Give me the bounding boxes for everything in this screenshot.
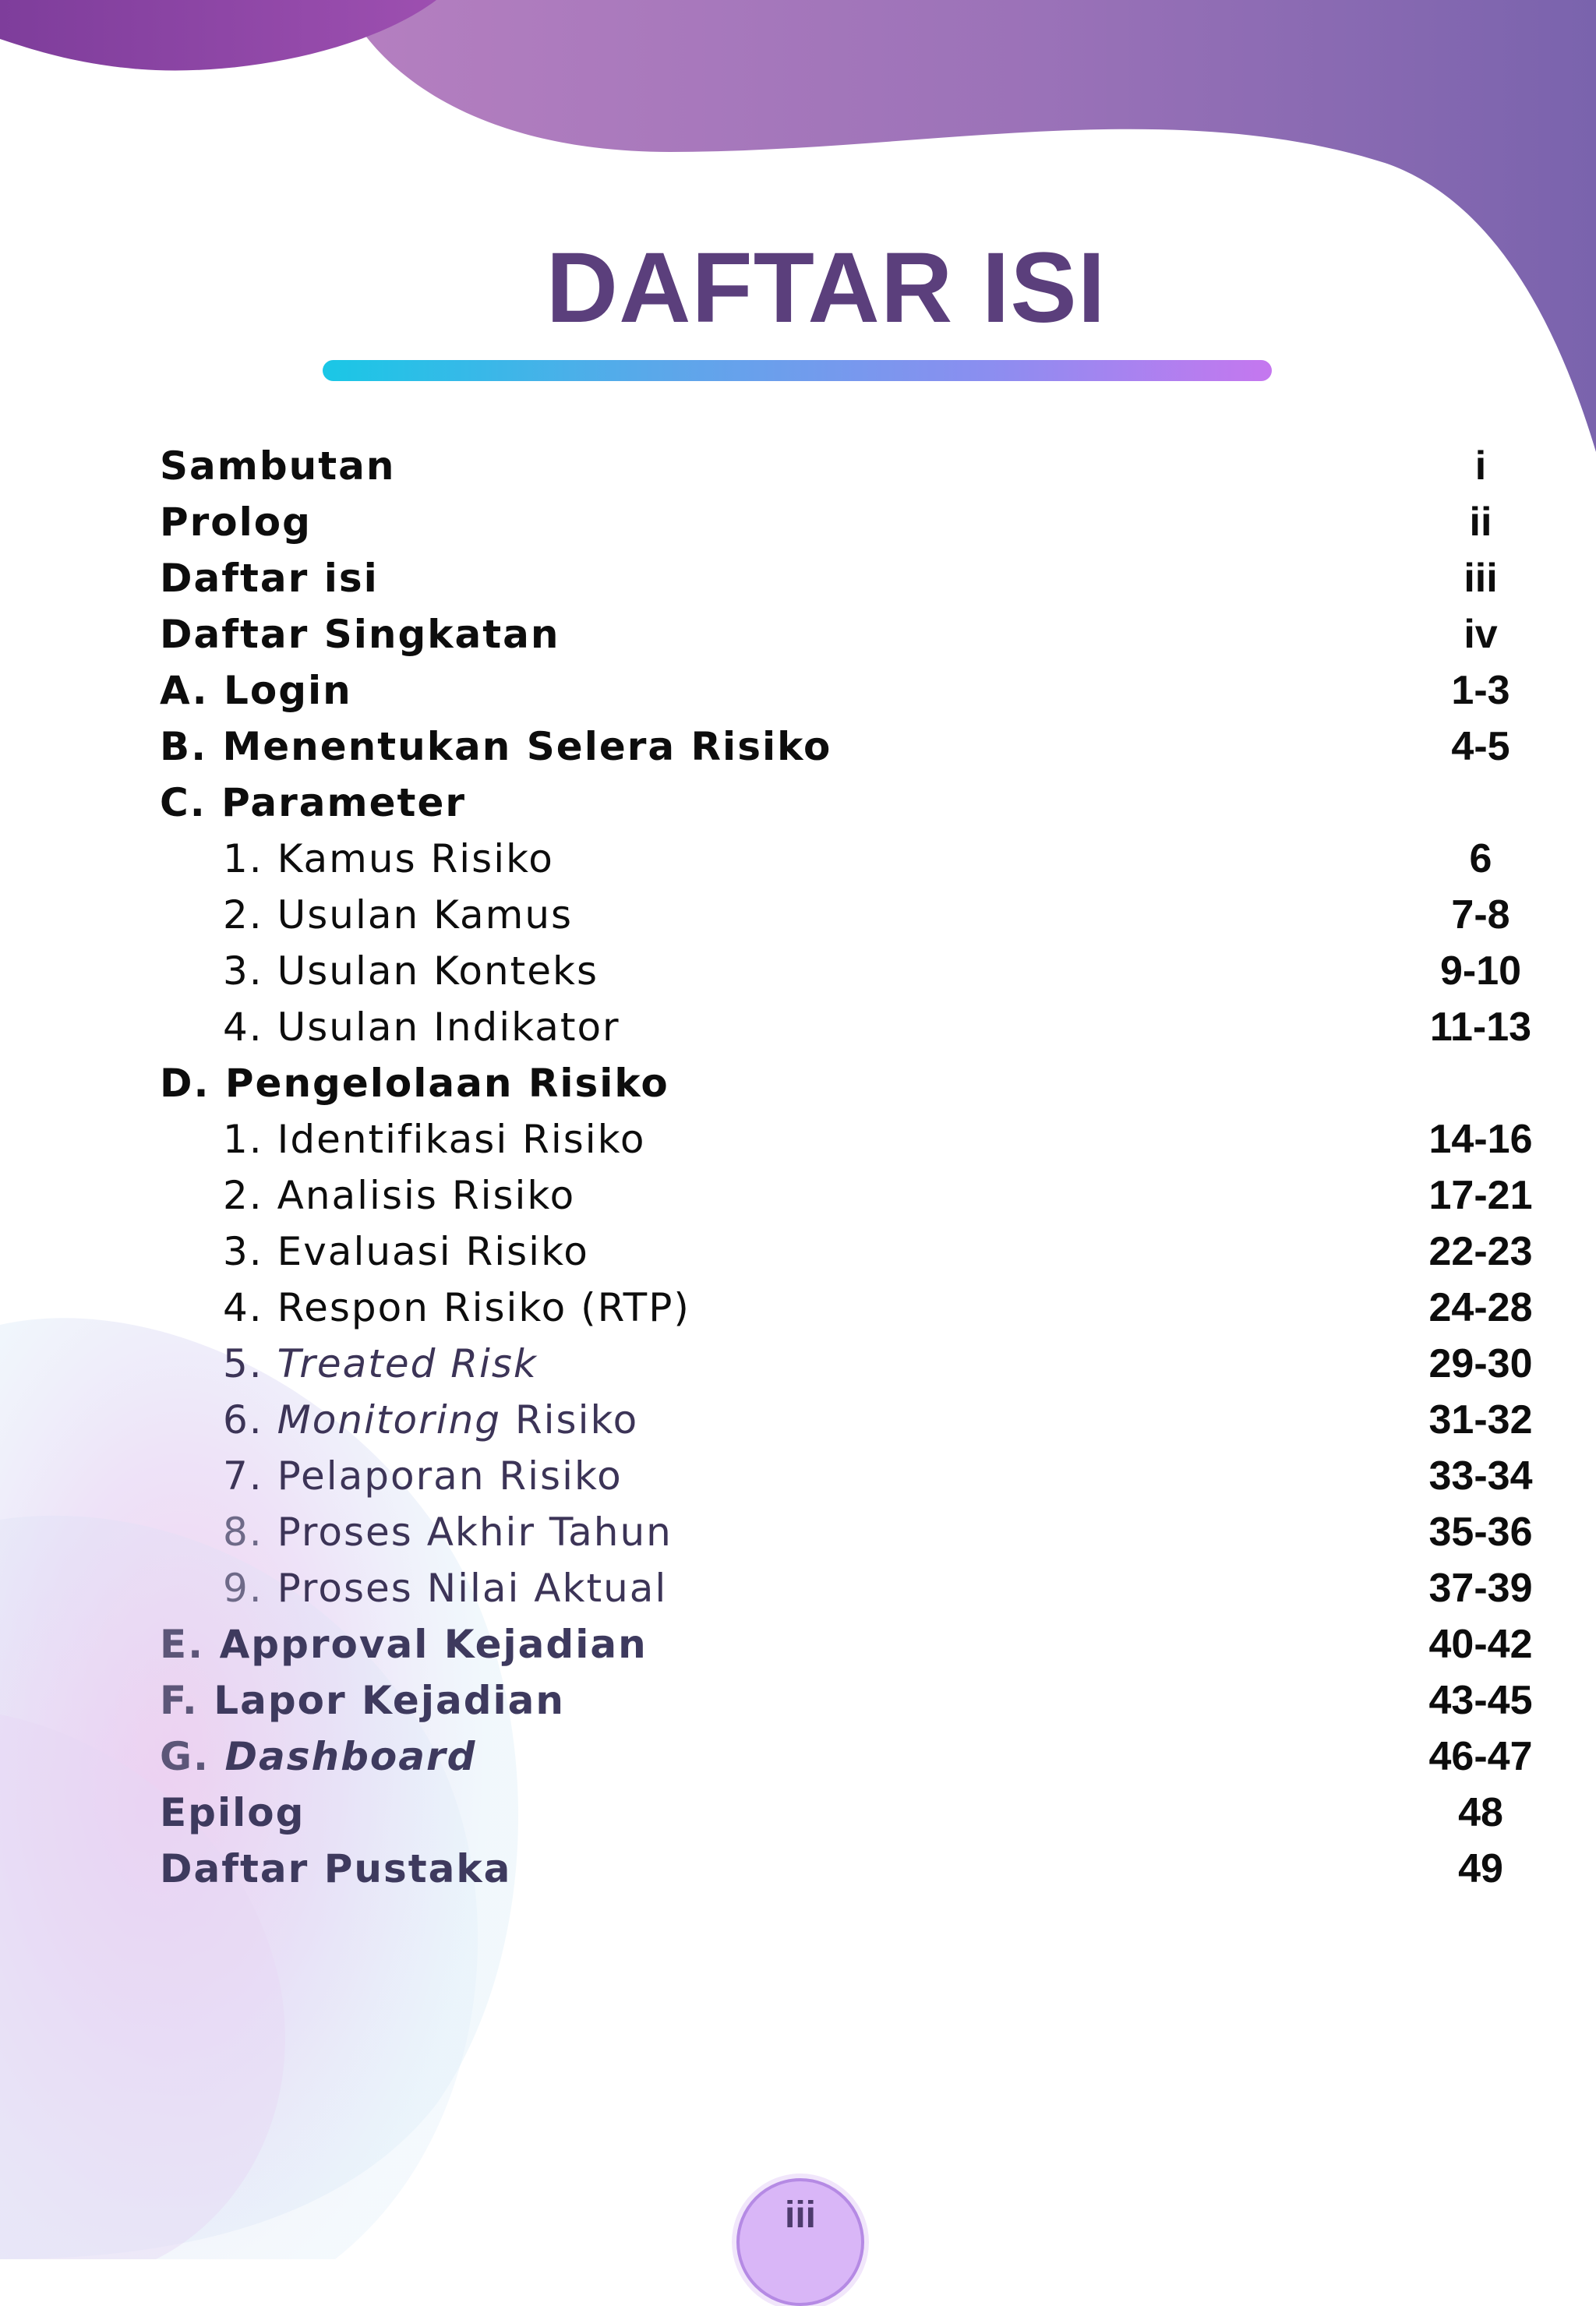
toc-entry-label: B. Menentukan Selera Risiko xyxy=(160,724,832,769)
toc-entry-page: iv xyxy=(1464,612,1498,657)
toc-entry-page: 4-5 xyxy=(1451,724,1510,769)
toc-entry-page: 17-21 xyxy=(1428,1173,1533,1218)
toc-entry-page: 29-30 xyxy=(1428,1341,1533,1386)
toc-entry-page: 7-8 xyxy=(1451,892,1510,938)
toc-entry-label: F. Lapor Kejadian xyxy=(160,1678,565,1723)
toc-entry-page: 11-13 xyxy=(1429,1005,1532,1050)
toc-entry-page: 24-28 xyxy=(1428,1285,1533,1330)
toc-entry-label: 2. Usulan Kamus xyxy=(223,892,574,938)
toc-entry-label: A. Login xyxy=(160,668,352,713)
toc-entry-label: 3. Usulan Konteks xyxy=(223,948,599,994)
toc-entry-label: 1. Kamus Risiko xyxy=(223,836,554,881)
toc-entry-label: 5. Treated Risk xyxy=(223,1341,538,1386)
toc-entry-page: 1-3 xyxy=(1451,668,1510,713)
toc-entry-label: Daftar Pustaka xyxy=(160,1846,512,1891)
toc-entry-page: 43-45 xyxy=(1428,1678,1533,1723)
toc-entry-label: 6. Monitoring Risiko xyxy=(223,1397,639,1443)
page-number: iii xyxy=(784,2195,816,2236)
toc-entry-page: 33-34 xyxy=(1428,1453,1533,1499)
toc-entry-label: G. Dashboard xyxy=(160,1734,477,1779)
toc-entry-label: 8. Proses Akhir Tahun xyxy=(223,1510,673,1555)
toc-entry-page: 31-32 xyxy=(1428,1397,1533,1443)
toc-entry-page: 22-23 xyxy=(1428,1229,1533,1274)
toc-entry-page: 6 xyxy=(1469,836,1492,881)
toc-entry-label: C. Parameter xyxy=(160,780,467,825)
toc-entry-label: D. Pengelolaan Risiko xyxy=(160,1061,669,1106)
toc-entry-page: 46-47 xyxy=(1428,1734,1533,1779)
toc-entry-page: 40-42 xyxy=(1428,1622,1533,1667)
toc-entry-label: Sambutan xyxy=(160,443,396,489)
toc-entry-page: 35-36 xyxy=(1428,1510,1533,1555)
toc-entry-label: E. Approval Kejadian xyxy=(160,1622,648,1667)
toc-entry-page: 14-16 xyxy=(1428,1117,1533,1162)
toc-entry-label: 4. Usulan Indikator xyxy=(223,1005,620,1050)
toc-entry-label: 3. Evaluasi Risiko xyxy=(223,1229,589,1274)
toc-entry-label: 7. Pelaporan Risiko xyxy=(223,1453,623,1499)
toc-entry-page: 48 xyxy=(1458,1790,1503,1835)
toc-entry-page: 37-39 xyxy=(1428,1566,1533,1611)
toc-entry-label: 9. Proses Nilai Aktual xyxy=(223,1566,668,1611)
toc-entry-label: 1. Identifikasi Risiko xyxy=(223,1117,646,1162)
toc-entry-label: 2. Analisis Risiko xyxy=(223,1173,576,1218)
toc-entry-page: 9-10 xyxy=(1439,948,1522,994)
toc-entry-label: Daftar isi xyxy=(160,556,379,601)
toc-entry-label: Epilog xyxy=(160,1790,305,1835)
toc-entry-label: Prolog xyxy=(160,500,312,545)
toc-entry-label: 4. Respon Risiko (RTP) xyxy=(223,1285,690,1330)
toc-entry-page: i xyxy=(1474,443,1487,489)
toc-entry-page: iii xyxy=(1464,556,1498,601)
toc-entry-page: ii xyxy=(1469,500,1492,545)
page-title: DAFTAR ISI xyxy=(546,232,1107,344)
toc-entry-label: Daftar Singkatan xyxy=(160,612,560,657)
toc-entry-page: 49 xyxy=(1458,1846,1503,1891)
